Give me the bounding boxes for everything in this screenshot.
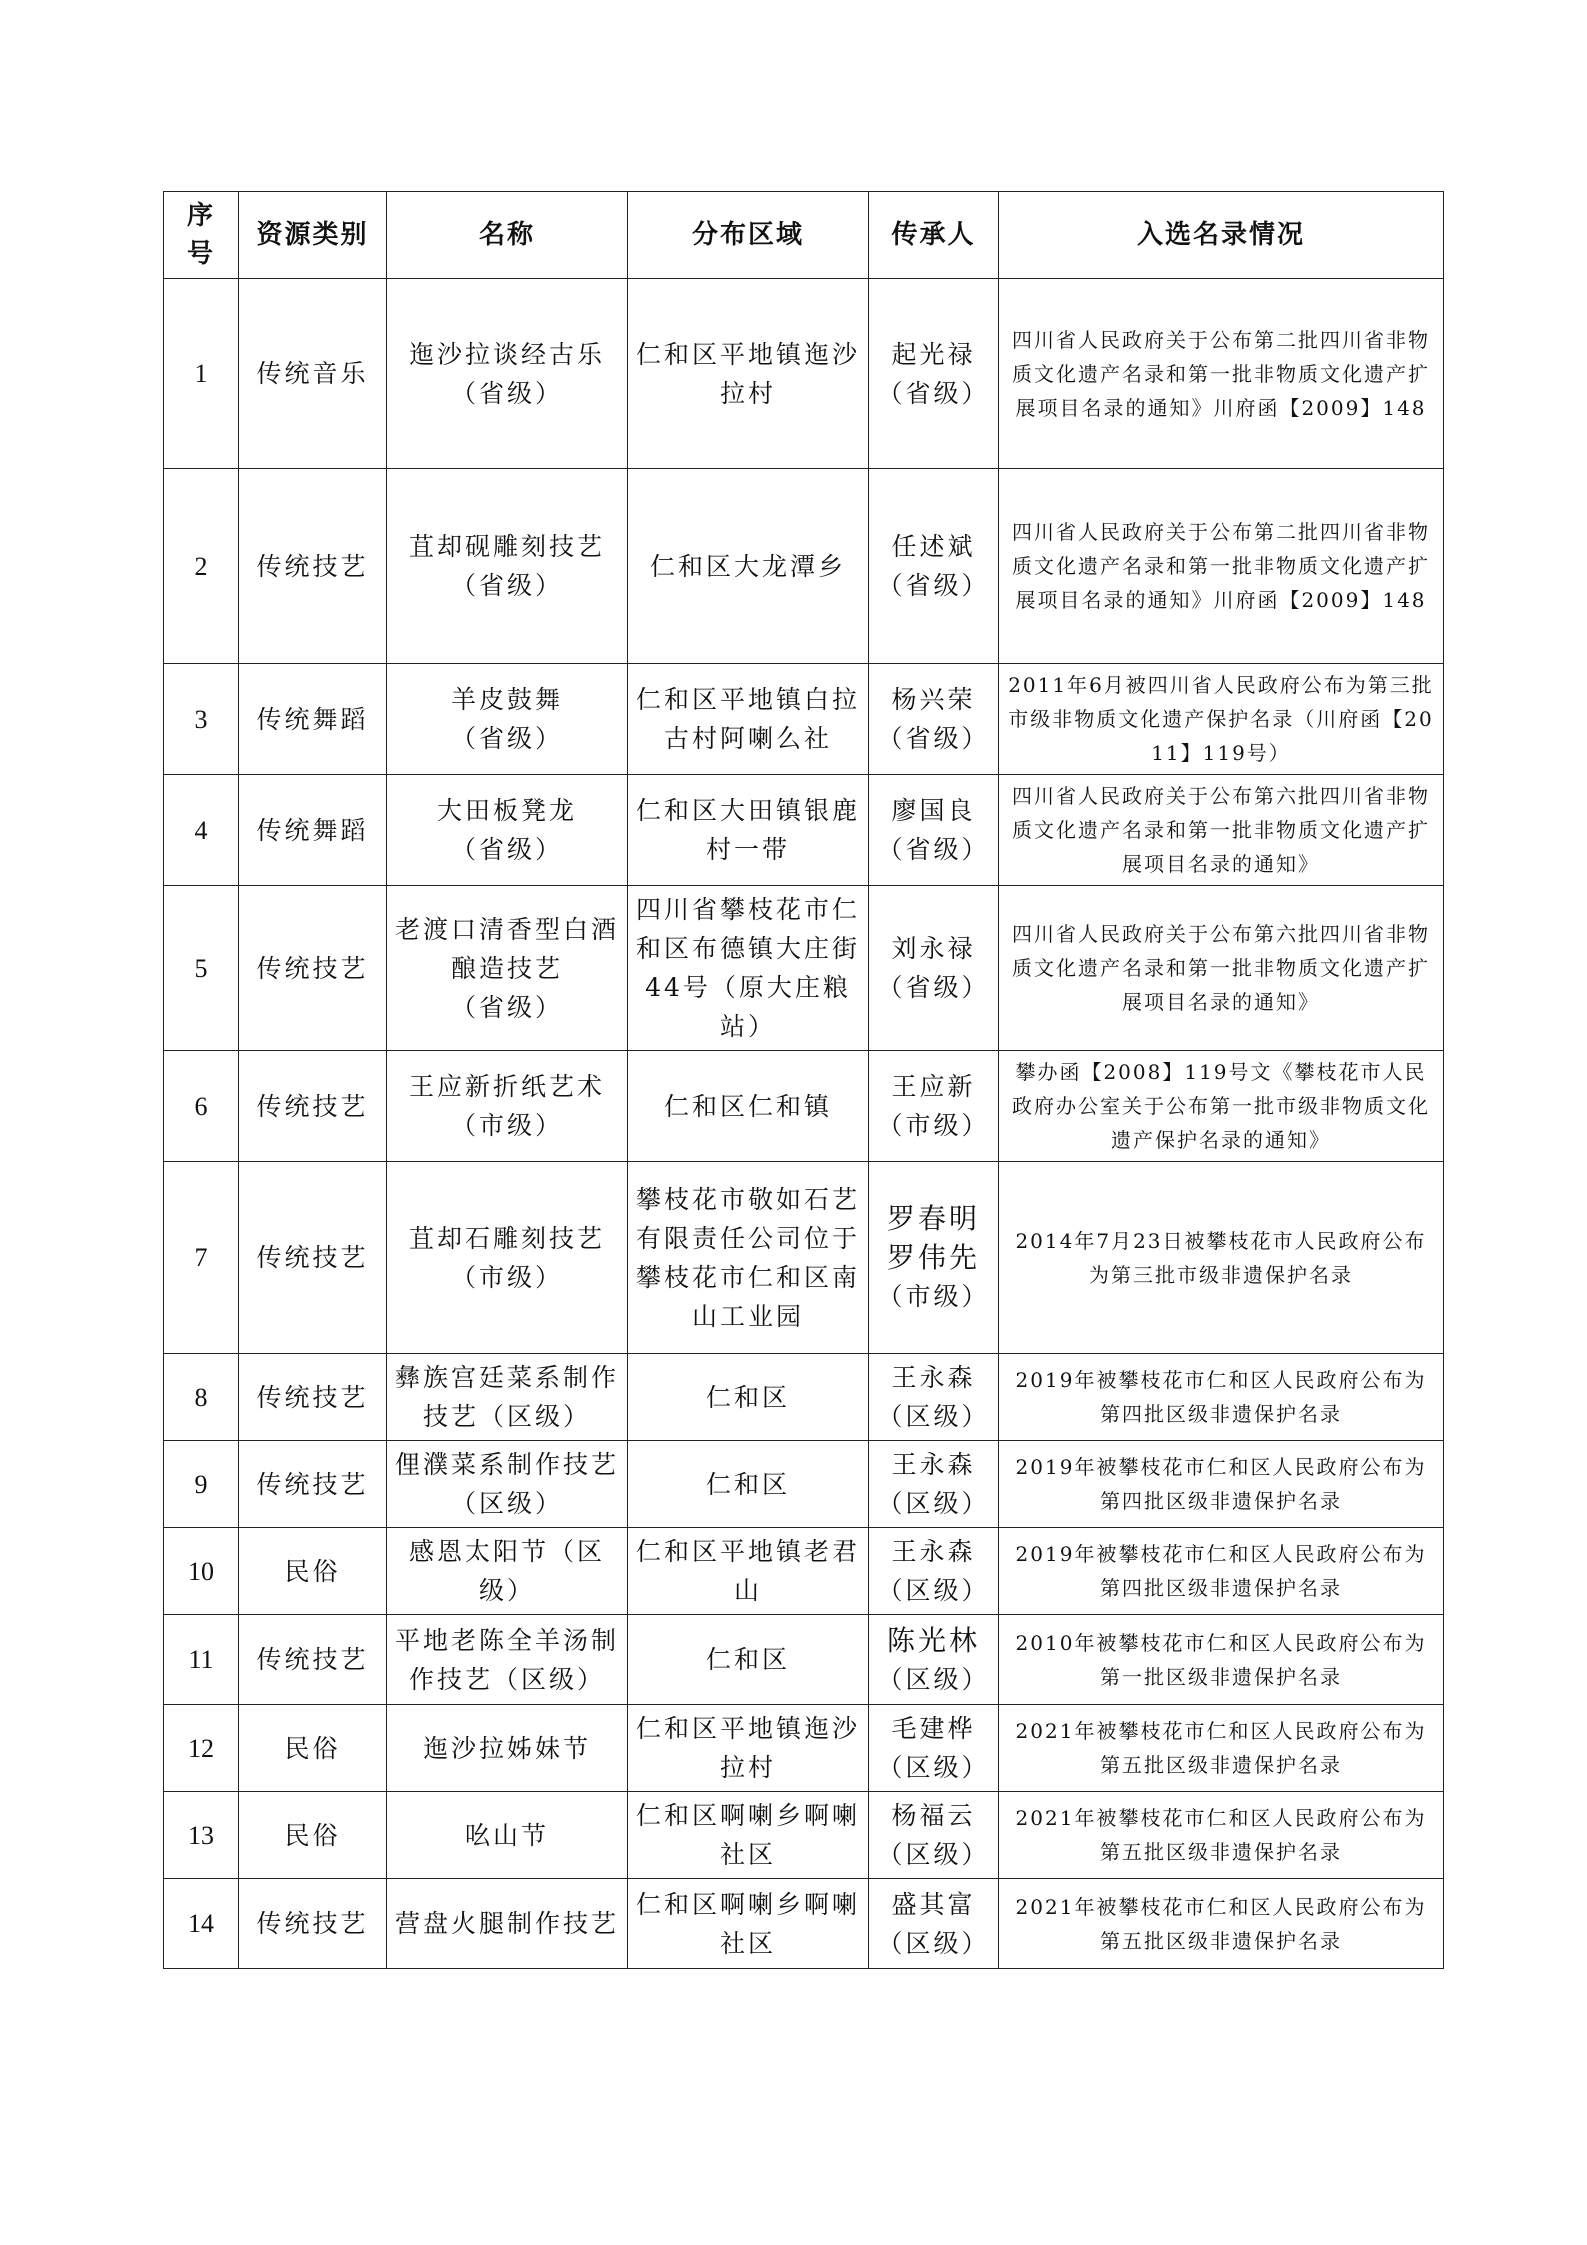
row-record: 2019年被攀枝花市仁和区人民政府公布为第四批区级非遗保护名录 (999, 1354, 1444, 1441)
table-row (164, 1354, 1444, 1441)
heritage-table (163, 191, 1444, 1969)
row-inheritor (869, 886, 999, 1051)
row-inheritor-text: 廖国良 (891, 796, 976, 825)
row-inheritor-level: （省级） (877, 571, 990, 600)
row-record: 四川省人民政府关于公布第六批四川省非物质文化遗产名录和第一批非物质文化遗产扩展项目名录的通知》 (999, 886, 1444, 1051)
row-area: 仁和区平地镇老君山 (628, 1528, 869, 1615)
row-record: 2011年6月被四川省人民政府公布为第三批市级非物质文化遗产保护名录（川府函【2011】119号） (999, 664, 1444, 775)
row-record: 2021年被攀枝花市仁和区人民政府公布为第五批区级非遗保护名录 (999, 1879, 1444, 1969)
table-row (164, 1705, 1444, 1792)
row-category: 传统舞蹈 (239, 775, 387, 886)
header-record: 入选名录情况 (999, 192, 1444, 279)
row-area: 仁和区 (628, 1441, 869, 1528)
row-name (387, 664, 628, 775)
row-inheritor-level: （区级） (877, 1664, 990, 1694)
row-inheritor-text: 盛其富 (891, 1889, 976, 1919)
row-seq: 12 (164, 1705, 239, 1792)
table-row (164, 279, 1444, 469)
row-name-text: 苴却砚雕刻技艺 (408, 532, 605, 561)
row-inheritor (869, 469, 999, 664)
row-inheritor (869, 775, 999, 886)
row-name-text: 大田板凳龙 (436, 796, 577, 825)
row-inheritor-text: 王永森 (891, 1537, 976, 1566)
row-inheritor (869, 1441, 999, 1528)
row-inheritor-level: （区级） (877, 1840, 990, 1869)
row-name (387, 1051, 628, 1162)
row-inheritor-text: 起光禄 (891, 339, 976, 369)
table-row (164, 1051, 1444, 1162)
row-inheritor (869, 279, 999, 469)
row-category: 传统技艺 (239, 1051, 387, 1162)
row-inheritor-level: （省级） (877, 378, 990, 408)
row-area: 仁和区平地镇迤沙拉村 (628, 279, 869, 469)
row-inheritor (869, 1615, 999, 1705)
row-area: 仁和区大田镇银鹿村一带 (628, 775, 869, 886)
row-inheritor-text: 毛建桦 (891, 1714, 976, 1743)
table-row (164, 469, 1444, 664)
row-name-level: （省级） (450, 835, 563, 864)
row-category: 民俗 (239, 1705, 387, 1792)
row-inheritor-level: （区级） (877, 1928, 990, 1958)
row-name-text: 苴却石雕刻技艺 (408, 1223, 605, 1253)
row-inheritor-text: 王应新 (891, 1072, 976, 1101)
row-inheritor-level: （省级） (877, 835, 990, 864)
row-inheritor (869, 1879, 999, 1969)
header-name: 名称 (387, 192, 628, 279)
row-inheritor-level: （区级） (877, 1753, 990, 1782)
row-inheritor-text: 刘永禄 (891, 934, 976, 963)
table-row (164, 775, 1444, 886)
row-name-text: 王应新折纸艺术 (408, 1072, 605, 1101)
row-inheritor (869, 1354, 999, 1441)
row-inheritor-level: （省级） (877, 724, 990, 753)
header-row (164, 192, 1444, 279)
row-category: 民俗 (239, 1528, 387, 1615)
table-row (164, 886, 1444, 1051)
row-name: 感恩太阳节（区级） (387, 1528, 628, 1615)
row-category: 传统技艺 (239, 1441, 387, 1528)
row-name (387, 279, 628, 469)
table-row (164, 1879, 1444, 1969)
row-inheritor (869, 1792, 999, 1879)
row-seq: 14 (164, 1879, 239, 1969)
row-area: 攀枝花市敬如石艺有限责任公司位于攀枝花市仁和区南山工业园 (628, 1162, 869, 1354)
row-name: 吆山节 (387, 1792, 628, 1879)
row-record: 2019年被攀枝花市仁和区人民政府公布为第四批区级非遗保护名录 (999, 1441, 1444, 1528)
row-inheritor-level: （区级） (877, 1489, 990, 1518)
row-inheritor (869, 1162, 999, 1354)
row-name: 俚濮菜系制作技艺（区级） (387, 1441, 628, 1528)
row-name-text: 老渡口清香型白酒酿造技艺 (394, 914, 619, 983)
row-seq: 2 (164, 469, 239, 664)
row-inheritor-text: 任述斌 (891, 532, 976, 561)
row-name-text: 羊皮鼓舞 (450, 685, 563, 714)
row-seq: 9 (164, 1441, 239, 1528)
row-name-level: （省级） (450, 378, 563, 408)
row-seq: 11 (164, 1615, 239, 1705)
row-record: 四川省人民政府关于公布第二批四川省非物质文化遗产名录和第一批非物质文化遗产扩展项目名录的通知》川府函【2009】148 (999, 469, 1444, 664)
row-category: 传统技艺 (239, 469, 387, 664)
row-category: 民俗 (239, 1792, 387, 1879)
row-category: 传统技艺 (239, 1354, 387, 1441)
table-row (164, 1615, 1444, 1705)
row-inheritor-text: 王永森 (891, 1363, 976, 1392)
row-record: 攀办函【2008】119号文《攀枝花市人民政府办公室关于公布第一批市级非物质文化遗产保护名录的通知》 (999, 1051, 1444, 1162)
row-name: 迤沙拉姊妹节 (387, 1705, 628, 1792)
row-inheritor-text: 杨兴荣 (891, 685, 976, 714)
row-seq: 3 (164, 664, 239, 775)
row-inheritor (869, 664, 999, 775)
row-name (387, 775, 628, 886)
header-category: 资源类别 (239, 192, 387, 279)
table-row (164, 1792, 1444, 1879)
row-inheritor-level: （区级） (877, 1402, 990, 1431)
table-row (164, 1528, 1444, 1615)
row-area: 仁和区 (628, 1354, 869, 1441)
row-inheritor-text: 王永森 (891, 1450, 976, 1479)
row-seq: 13 (164, 1792, 239, 1879)
row-inheritor-level: （省级） (877, 973, 990, 1002)
row-inheritor (869, 1528, 999, 1615)
row-name (387, 469, 628, 664)
row-name: 平地老陈全羊汤制作技艺（区级） (387, 1615, 628, 1705)
row-area: 仁和区平地镇白拉古村阿喇么社 (628, 664, 869, 775)
header-inheritor: 传承人 (869, 192, 999, 279)
row-inheritor-text: 罗春明 (886, 1202, 980, 1235)
row-seq: 5 (164, 886, 239, 1051)
row-seq: 8 (164, 1354, 239, 1441)
row-category: 传统技艺 (239, 1879, 387, 1969)
row-inheritor-level: （市级） (877, 1282, 990, 1311)
row-inheritor (869, 1705, 999, 1792)
header-seq: 序号 (164, 192, 239, 279)
row-category: 传统音乐 (239, 279, 387, 469)
row-record: 2010年被攀枝花市仁和区人民政府公布为第一批区级非遗保护名录 (999, 1615, 1444, 1705)
row-area: 仁和区大龙潭乡 (628, 469, 869, 664)
row-name-level: （省级） (450, 724, 563, 753)
row-area: 仁和区平地镇迤沙拉村 (628, 1705, 869, 1792)
row-inheritor-text-2: 罗伟先 (886, 1241, 980, 1274)
row-name (387, 886, 628, 1051)
row-name-text: 迤沙拉谈经古乐 (408, 339, 605, 369)
row-area: 四川省攀枝花市仁和区布德镇大庄街44号（原大庄粮站） (628, 886, 869, 1051)
row-seq: 1 (164, 279, 239, 469)
row-name-level: （省级） (450, 571, 563, 600)
row-record: 四川省人民政府关于公布第六批四川省非物质文化遗产名录和第一批非物质文化遗产扩展项目名录的通知》 (999, 775, 1444, 886)
row-name-level: （市级） (450, 1111, 563, 1140)
row-seq: 4 (164, 775, 239, 886)
row-name: 彝族宫廷菜系制作技艺（区级） (387, 1354, 628, 1441)
row-category: 传统技艺 (239, 886, 387, 1051)
row-seq: 6 (164, 1051, 239, 1162)
row-record: 2021年被攀枝花市仁和区人民政府公布为第五批区级非遗保护名录 (999, 1705, 1444, 1792)
row-name (387, 1162, 628, 1354)
row-area: 仁和区啊喇乡啊喇社区 (628, 1792, 869, 1879)
table-row (164, 1162, 1444, 1354)
row-inheritor (869, 1051, 999, 1162)
row-name: 营盘火腿制作技艺 (387, 1879, 628, 1969)
table-row (164, 1441, 1444, 1528)
row-area: 仁和区仁和镇 (628, 1051, 869, 1162)
row-inheritor-text: 陈光林 (886, 1623, 980, 1657)
row-record: 2014年7月23日被攀枝花市人民政府公布为第三批市级非遗保护名录 (999, 1162, 1444, 1354)
row-seq: 7 (164, 1162, 239, 1354)
table-row (164, 664, 1444, 775)
row-category: 传统舞蹈 (239, 664, 387, 775)
row-record: 2019年被攀枝花市仁和区人民政府公布为第四批区级非遗保护名录 (999, 1528, 1444, 1615)
row-area: 仁和区 (628, 1615, 869, 1705)
row-inheritor-level: （市级） (877, 1111, 990, 1140)
row-category: 传统技艺 (239, 1615, 387, 1705)
row-record: 2021年被攀枝花市仁和区人民政府公布为第五批区级非遗保护名录 (999, 1792, 1444, 1879)
row-inheritor-text: 杨福云 (891, 1801, 976, 1830)
row-area: 仁和区啊喇乡啊喇社区 (628, 1879, 869, 1969)
row-name-level: （市级） (450, 1262, 563, 1292)
row-record: 四川省人民政府关于公布第二批四川省非物质文化遗产名录和第一批非物质文化遗产扩展项目名录的通知》川府函【2009】148 (999, 279, 1444, 469)
row-name-level: （省级） (450, 992, 563, 1022)
header-area: 分布区域 (628, 192, 869, 279)
row-seq: 10 (164, 1528, 239, 1615)
row-inheritor-level: （区级） (877, 1576, 990, 1605)
row-category: 传统技艺 (239, 1162, 387, 1354)
